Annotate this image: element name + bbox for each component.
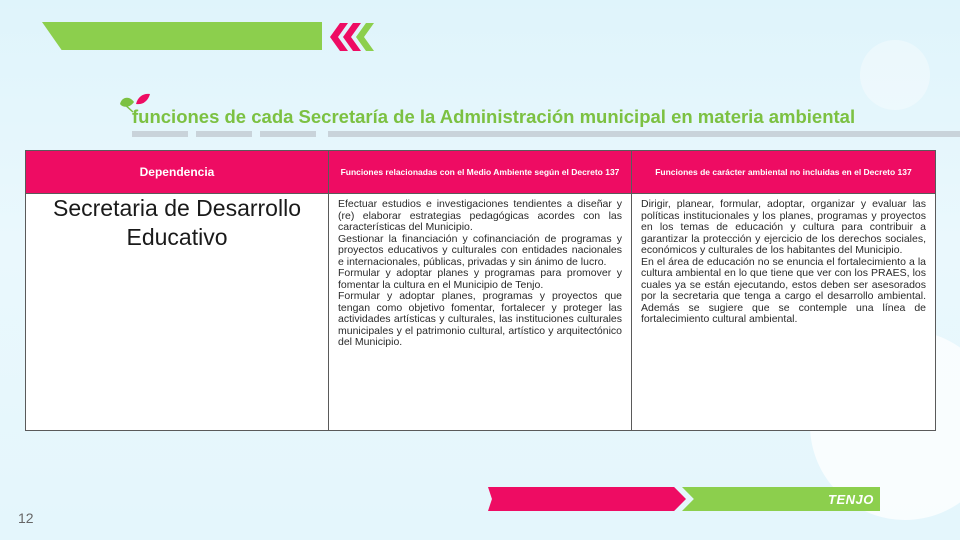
table-row [26,194,936,431]
tenjo-logo: TENJO [828,492,874,507]
top-green-bar [42,22,322,50]
functions-table [25,150,936,431]
page-title: funciones de cada Secretaría de la Administración municipal en materia ambiental [132,106,856,127]
bottom-pink-arrow [488,487,686,511]
other-functions-cell [632,194,936,431]
title-row [118,92,918,142]
list-item: Efectuar estudios e investigaciones tendientes a diseñar y (re) elaborar estrategias pedagógicas acordes con las características del Municipio. [338,198,622,233]
list-item: Gestionar la financiación y cofinanciación de programas y proyectos educativos y culturales con entidades nacionales e internacionales, públicas, privadas y sin ánimo de lucro. [338,232,622,268]
dependency-name: Secretaria de Desarrollo Educativo [26,194,329,431]
decree-functions-cell [329,194,632,431]
header-decree-functions: Funciones relacionadas con el Medio Ambiente según el Decreto 137 [329,151,632,194]
list-item: Formular y adoptar planes, programas y proyectos que tengan como objetivo fomentar, fortalecer y proteger las actividades artísticas y culturales, las instituciones culturales municipales y el patrimonio cultural, artístico y arquitectónico del Municipio. [338,290,622,348]
table-header-row [26,151,936,194]
list-item: Dirigir, planear, formular, adoptar, organizar y evaluar las políticas institucionales y los planes, programas y proyectos en los temas de educación y cultura para contribuir a garantizar la protección y ejercicio de los derechos sociales, económicos y culturales de los habitantes del Municipio. [641,198,926,256]
title-underline-dashes [132,131,960,137]
list-item: En el área de educación no se enuncia el fortalecimiento a la cultura ambiental en lo que tiene que ver con los PRAES, los cuales ya se están ejecutando, estos deben ser asesorados por la secretaria que tenga a cargo el desarrollo ambiental. Además se sugiere que se contemple una línea de fortalecimiento cultural ambiental. [641,255,926,325]
chevrons-icon [326,20,376,54]
page-number: 12 [18,510,34,526]
header-dependencia: Dependencia [26,151,329,194]
header-other-functions: Funciones de carácter ambiental no incluidas en el Decreto 137 [632,151,936,194]
list-item: Formular y adoptar planes y programas para promover y fomentar la cultura en el Municipio de Tenjo. [338,267,622,291]
